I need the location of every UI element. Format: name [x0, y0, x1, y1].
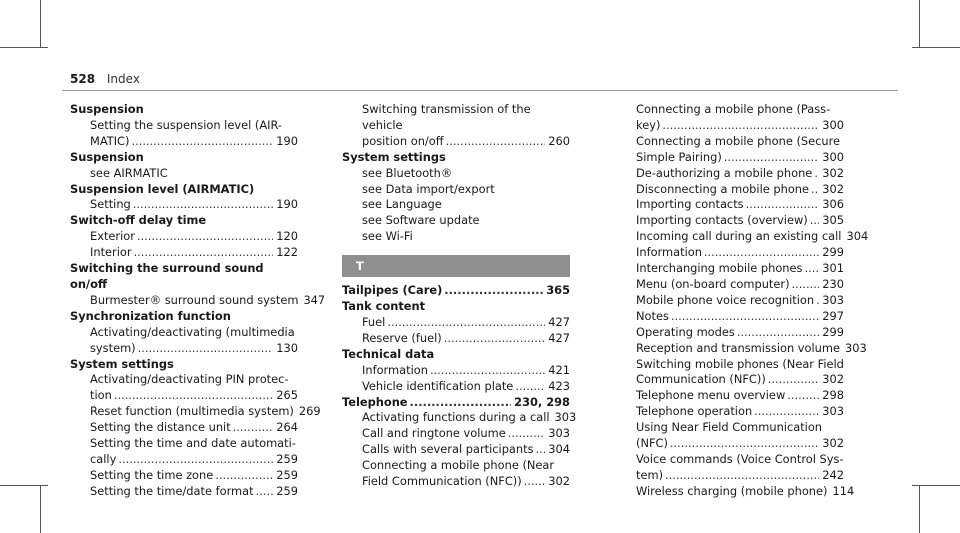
entry-text: Importing contacts [636, 197, 744, 212]
page-reference[interactable]: 260 [548, 133, 570, 148]
entry-text: Communication (NFC)) [636, 372, 766, 387]
index-entry[interactable] [70, 341, 298, 357]
entry-text: see Wi-Fi [362, 229, 413, 244]
entry-text: Voice commands (Voice Control Sys- [636, 451, 844, 466]
entry-text: Activating/deactivating PIN protec- [90, 372, 289, 387]
index-entry [70, 372, 298, 388]
page-number: 528 [70, 72, 96, 86]
index-entry[interactable] [70, 292, 326, 309]
index-entry[interactable] [616, 293, 844, 309]
entry-text: Notes [636, 308, 669, 323]
index-entry[interactable] [616, 150, 844, 166]
entry-text: Interchanging mobile phones [636, 261, 803, 276]
entry-text: Tailpipes (Care) [342, 283, 443, 298]
index-entry [342, 229, 570, 245]
dot-leader [660, 118, 819, 134]
page-reference[interactable]: 230, 298 [514, 394, 570, 409]
page-reference[interactable]: 304 [548, 442, 570, 457]
page-reference[interactable]: 303 [554, 410, 577, 425]
page-reference[interactable]: 190 [276, 197, 298, 212]
page-reference[interactable]: 122 [276, 245, 298, 260]
page-reference[interactable]: 302 [548, 474, 570, 489]
entry-text: Reception and transmission volume [636, 340, 840, 355]
entry-text: Simple Pairing) [636, 149, 722, 164]
dot-leader [752, 404, 819, 420]
index-entry[interactable] [616, 213, 844, 229]
index-entry[interactable] [342, 134, 570, 150]
index-entry[interactable] [616, 229, 869, 245]
entry-text: Suspension [70, 102, 144, 116]
page-reference[interactable]: 302 [822, 436, 844, 451]
index-entry [70, 118, 298, 134]
index-entry[interactable] [342, 379, 570, 395]
page-reference[interactable]: 304 [846, 229, 869, 244]
index-entry[interactable] [616, 325, 844, 341]
index-entry [342, 197, 570, 213]
index-entry[interactable] [70, 134, 298, 150]
entry-text: key) [636, 117, 661, 132]
index-entry [616, 420, 844, 436]
index-entry[interactable] [342, 442, 570, 458]
page-reference[interactable]: 423 [548, 378, 570, 393]
index-entry [616, 134, 844, 150]
index-heading[interactable] [342, 395, 570, 411]
entry-text: Fuel [362, 314, 386, 329]
entry-text: Disconnecting a mobile phone [636, 181, 810, 196]
entry-text: see Bluetooth® [362, 165, 453, 180]
index-entry[interactable] [70, 420, 298, 436]
dot-leader [213, 468, 273, 484]
dot-leader [135, 229, 273, 245]
entry-text: Setting [90, 197, 131, 212]
entry-text: Connecting a mobile phone (Near [362, 458, 555, 473]
index-entry[interactable] [616, 166, 844, 182]
dot-leader [766, 372, 819, 388]
dot-leader [385, 315, 545, 331]
crop-mark [0, 47, 48, 48]
crop-mark [0, 485, 48, 486]
index-entry[interactable] [342, 410, 577, 426]
entry-text: Importing contacts (overview) [636, 213, 808, 228]
crop-mark [919, 0, 920, 48]
entry-text: Synchronization function [70, 308, 231, 323]
page-reference[interactable]: 190 [276, 133, 298, 148]
dot-leader [136, 341, 274, 357]
entry-text: Suspension level (AIRMATIC) [70, 181, 255, 196]
entry-text: Switching the surround sound on/off [70, 261, 264, 291]
entry-text: De-authorizing a mobile phone [636, 165, 813, 180]
entry-text: Setting the time zone [90, 467, 214, 482]
entry-text: Interior [90, 245, 132, 260]
page-reference[interactable]: 300 [822, 149, 844, 164]
index-entry[interactable] [616, 372, 844, 388]
entry-text: Menu (on-board computer) [636, 276, 790, 291]
index-entry[interactable] [342, 474, 570, 490]
entry-text: see Software update [362, 213, 480, 228]
entry-text: Information [636, 245, 702, 260]
page-reference[interactable]: 259 [276, 451, 298, 466]
dot-leader [722, 150, 819, 166]
dot-leader [231, 420, 274, 436]
crop-mark [912, 485, 960, 486]
page-reference[interactable]: 297 [822, 308, 844, 323]
entry-text: Setting the time and date automati- [90, 436, 296, 451]
index-entry [342, 102, 570, 134]
index-entry[interactable] [70, 468, 298, 484]
page-reference[interactable]: 421 [548, 362, 570, 377]
index-heading [70, 309, 298, 325]
page-reference[interactable]: 299 [822, 324, 844, 339]
page-reference[interactable]: 305 [822, 213, 844, 228]
index-entry[interactable] [342, 363, 570, 379]
dot-leader [442, 331, 546, 347]
index-column-1 [70, 102, 326, 500]
page-title: Index [106, 72, 140, 86]
entry-text: Mobile phone voice recognition [636, 292, 815, 307]
index-entry [616, 102, 844, 118]
page-reference[interactable]: 303 [822, 404, 844, 419]
index-entry[interactable] [616, 436, 844, 452]
entry-text: cally [90, 451, 117, 466]
entry-text: position on/off [362, 133, 444, 148]
index-letter-heading: T [342, 255, 570, 277]
dot-leader [808, 213, 820, 229]
dot-leader [812, 166, 819, 182]
entry-text: Suspension [70, 149, 144, 164]
dot-leader [513, 379, 545, 395]
entry-text: System settings [70, 356, 174, 371]
index-entry[interactable] [616, 182, 844, 198]
index-entry[interactable] [342, 426, 570, 442]
index-entry [342, 166, 570, 182]
entry-text: see Language [362, 197, 442, 212]
dot-leader [702, 245, 819, 261]
entry-text: Vehicle identification plate [362, 378, 514, 393]
index-entry[interactable] [342, 331, 570, 347]
dot-leader [669, 309, 819, 325]
index-entry[interactable] [70, 404, 321, 420]
index-column-2 [342, 102, 577, 490]
page-reference[interactable]: 259 [276, 467, 298, 482]
index-entry[interactable] [616, 118, 844, 134]
page-reference[interactable]: 302 [822, 372, 844, 387]
index-heading [70, 213, 298, 229]
header-rule [62, 90, 898, 91]
entry-text: Connecting a mobile phone (Secure [636, 133, 841, 148]
entry-text: MATIC) [90, 133, 130, 148]
entry-text: Operating modes [636, 324, 735, 339]
index-entry [70, 166, 298, 182]
page-header [70, 72, 140, 86]
index-entry[interactable] [616, 261, 844, 277]
page-reference[interactable]: 347 [303, 292, 326, 307]
crop-mark [40, 485, 41, 533]
index-entry[interactable] [70, 388, 298, 404]
page-reference[interactable]: 298 [822, 388, 844, 403]
index-entry[interactable] [616, 197, 844, 213]
index-entry[interactable] [70, 452, 298, 468]
entry-text: Incoming call during an existing call [636, 229, 842, 244]
page-reference[interactable]: 306 [822, 197, 844, 212]
index-heading [70, 182, 298, 198]
page-reference[interactable]: 242 [822, 467, 844, 482]
page-reference[interactable]: 303 [845, 340, 867, 355]
dot-leader [408, 395, 512, 411]
crop-mark [912, 47, 960, 48]
page-reference[interactable]: 303 [548, 426, 570, 441]
entry-text: Setting the time/date format [90, 483, 254, 498]
index-heading [342, 299, 570, 315]
page-reference[interactable]: 302 [822, 181, 844, 196]
entry-text: Switching transmission of the vehicle [362, 102, 531, 132]
entry-text: Call and ringtone volume [362, 426, 506, 441]
index-entry[interactable] [616, 245, 844, 261]
page-reference[interactable]: 301 [822, 261, 844, 276]
index-entry[interactable] [342, 315, 570, 331]
crop-mark [40, 0, 41, 48]
dot-leader [131, 197, 273, 213]
entry-text: Reset function (multimedia system) [90, 404, 294, 419]
dot-leader [506, 426, 546, 442]
entry-text: Telephone menu overview [636, 388, 786, 403]
index-heading [70, 150, 298, 166]
entry-text: Switch-off delay time [70, 213, 207, 228]
index-entry[interactable] [616, 309, 844, 325]
index-entry[interactable] [70, 229, 298, 245]
index-heading [70, 357, 298, 373]
entry-text: Setting the distance unit [90, 420, 231, 435]
page-reference[interactable]: 302 [822, 165, 844, 180]
dot-leader [522, 474, 546, 490]
dot-leader [663, 468, 819, 484]
entry-text: see AIRMATIC [90, 165, 168, 180]
entry-text: Telephone operation [636, 404, 753, 419]
crop-mark [919, 485, 920, 533]
index-entry [70, 325, 298, 341]
entry-text: Calls with several participants [362, 442, 534, 457]
page-reference[interactable]: 130 [276, 340, 298, 355]
page-reference[interactable]: 265 [276, 388, 298, 403]
dot-leader [802, 261, 819, 277]
entry-text: system) [90, 340, 136, 355]
page-reference[interactable]: 365 [546, 283, 570, 298]
entry-text: Activating/deactivating (multimedia [90, 324, 295, 339]
dot-leader [744, 197, 820, 213]
dot-leader [116, 452, 273, 468]
page-reference[interactable]: 120 [276, 229, 298, 244]
dot-leader [790, 277, 820, 293]
dot-leader [254, 484, 274, 500]
dot-leader [129, 134, 273, 150]
index-entry[interactable] [616, 468, 844, 484]
entry-text: Wireless charging (mobile phone) [636, 483, 828, 498]
dot-leader [428, 363, 545, 379]
page-reference[interactable]: 303 [822, 292, 844, 307]
index-entry [342, 458, 570, 474]
index-entry[interactable] [616, 340, 867, 357]
page-reference[interactable]: 230 [822, 276, 844, 291]
page-reference[interactable]: 269 [298, 404, 321, 419]
page-reference[interactable]: 427 [548, 314, 570, 329]
page-reference[interactable]: 299 [822, 245, 844, 260]
index-entry[interactable] [616, 483, 855, 500]
index-heading [70, 261, 298, 293]
entry-text: Connecting a mobile phone (Pass- [636, 102, 831, 116]
index-column-3 [616, 102, 869, 500]
entry-text: Technical data [342, 346, 435, 361]
index-heading [342, 150, 570, 166]
page-reference[interactable]: 264 [276, 420, 298, 435]
entry-text: Reserve (fuel) [362, 330, 442, 345]
page-reference[interactable]: 300 [822, 117, 844, 132]
index-entry[interactable] [616, 404, 844, 420]
dot-leader [668, 436, 819, 452]
index-heading [342, 347, 570, 363]
entry-text: Activating functions during a call [362, 410, 550, 425]
index-entry [616, 452, 844, 468]
page-reference[interactable]: 114 [832, 483, 855, 498]
index-heading [70, 102, 298, 118]
entry-text: Information [362, 362, 428, 377]
entry-text: Tank content [342, 299, 426, 314]
entry-text: Telephone [342, 394, 408, 409]
dot-leader [809, 182, 819, 198]
index-entry [342, 213, 570, 229]
entry-text: System settings [342, 149, 446, 164]
dot-leader [112, 388, 273, 404]
index-entry[interactable] [70, 484, 298, 500]
index-entry[interactable] [616, 277, 844, 293]
page-reference[interactable]: 259 [276, 483, 298, 498]
dot-leader [534, 442, 546, 458]
entry-text: Using Near Field Communication [636, 420, 823, 435]
entry-text: tem) [636, 467, 664, 482]
index-heading[interactable] [342, 283, 570, 299]
index-entry [70, 436, 298, 452]
entry-text: Setting the suspension level (AIR- [90, 117, 283, 132]
index-entry [342, 182, 570, 198]
dot-leader [132, 245, 274, 261]
index-entry[interactable] [70, 197, 298, 213]
page-reference[interactable]: 427 [548, 330, 570, 345]
dot-leader [444, 134, 546, 150]
entry-text: Field Communication (NFC)) [362, 474, 522, 489]
entry-text: Switching mobile phones (Near Field [636, 356, 844, 371]
index-entry[interactable] [70, 245, 298, 261]
index-entry [616, 357, 844, 373]
dot-leader [735, 325, 819, 341]
entry-text: Burmester® surround sound system [90, 292, 299, 307]
entry-text: Exterior [90, 229, 135, 244]
entry-text: see Data import/export [362, 181, 495, 196]
dot-leader [785, 388, 819, 404]
dot-leader [442, 283, 543, 299]
entry-text: (NFC) [636, 436, 668, 451]
entry-text: tion [90, 388, 112, 403]
index-entry[interactable] [616, 388, 844, 404]
